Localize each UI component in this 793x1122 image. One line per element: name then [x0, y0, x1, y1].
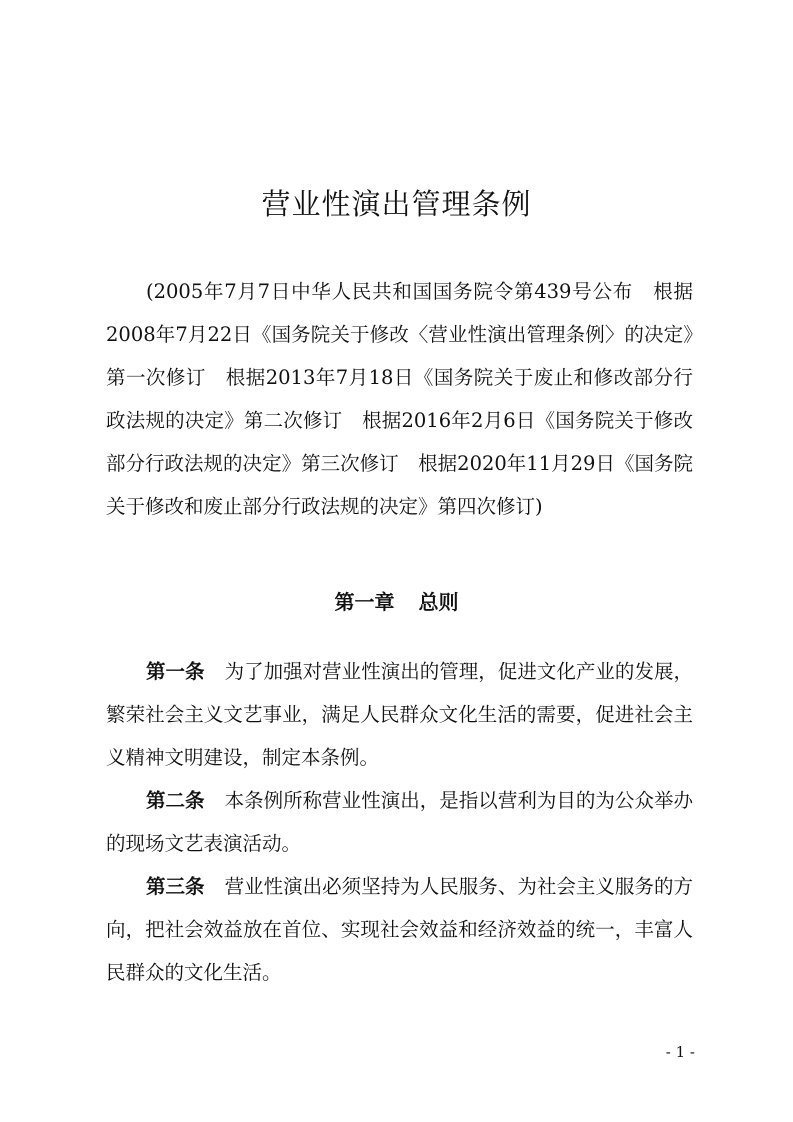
article-2-label: 第二条 [146, 789, 205, 812]
revision-history-note: (2005年7月7日中华人民共和国国务院令第439号公布 根据2008年7月22日《国务院关于修改〈营业性演出管理条例〉的决定》第一次修订 根据2013年7月18日《国务院关于废止和修改部分行政法规的决定》第二次修订 根据2016年2月6日《国务院关于修改部分行政法规的决定》第三次修订 根据2020年11月29日《国务院关于修改和废止部分行政法规的决定》第四次修订) [106, 280, 693, 518]
chapter-number: 第一章 [334, 590, 395, 614]
chapter-heading [0, 586, 793, 615]
article-2 [106, 779, 693, 865]
article-3 [106, 865, 693, 994]
chapter-name: 总则 [418, 590, 459, 614]
article-3-text: 营业性演出必须坚持为人民服务、为社会主义服务的方向，把社会效益放在首位、实现社会效益和经济效益的统一，丰富人民群众的文化生活。 [106, 875, 693, 984]
article-1-text: 为了加强对营业性演出的管理，促进文化产业的发展，繁荣社会主义文艺事业，满足人民群众文化生活的需要，促进社会主义精神文明建设，制定本条例。 [106, 660, 693, 769]
document-title: 营业性演出管理条例 [261, 187, 532, 221]
article-2-text: 本条例所称营业性演出，是指以营利为目的为公众举办的现场文艺表演活动。 [106, 789, 693, 855]
article-1 [106, 650, 693, 779]
article-3-label: 第三条 [146, 875, 205, 898]
article-1-label: 第一条 [146, 660, 205, 683]
article-list [106, 650, 693, 994]
page-number: - 1 - [665, 1043, 695, 1061]
